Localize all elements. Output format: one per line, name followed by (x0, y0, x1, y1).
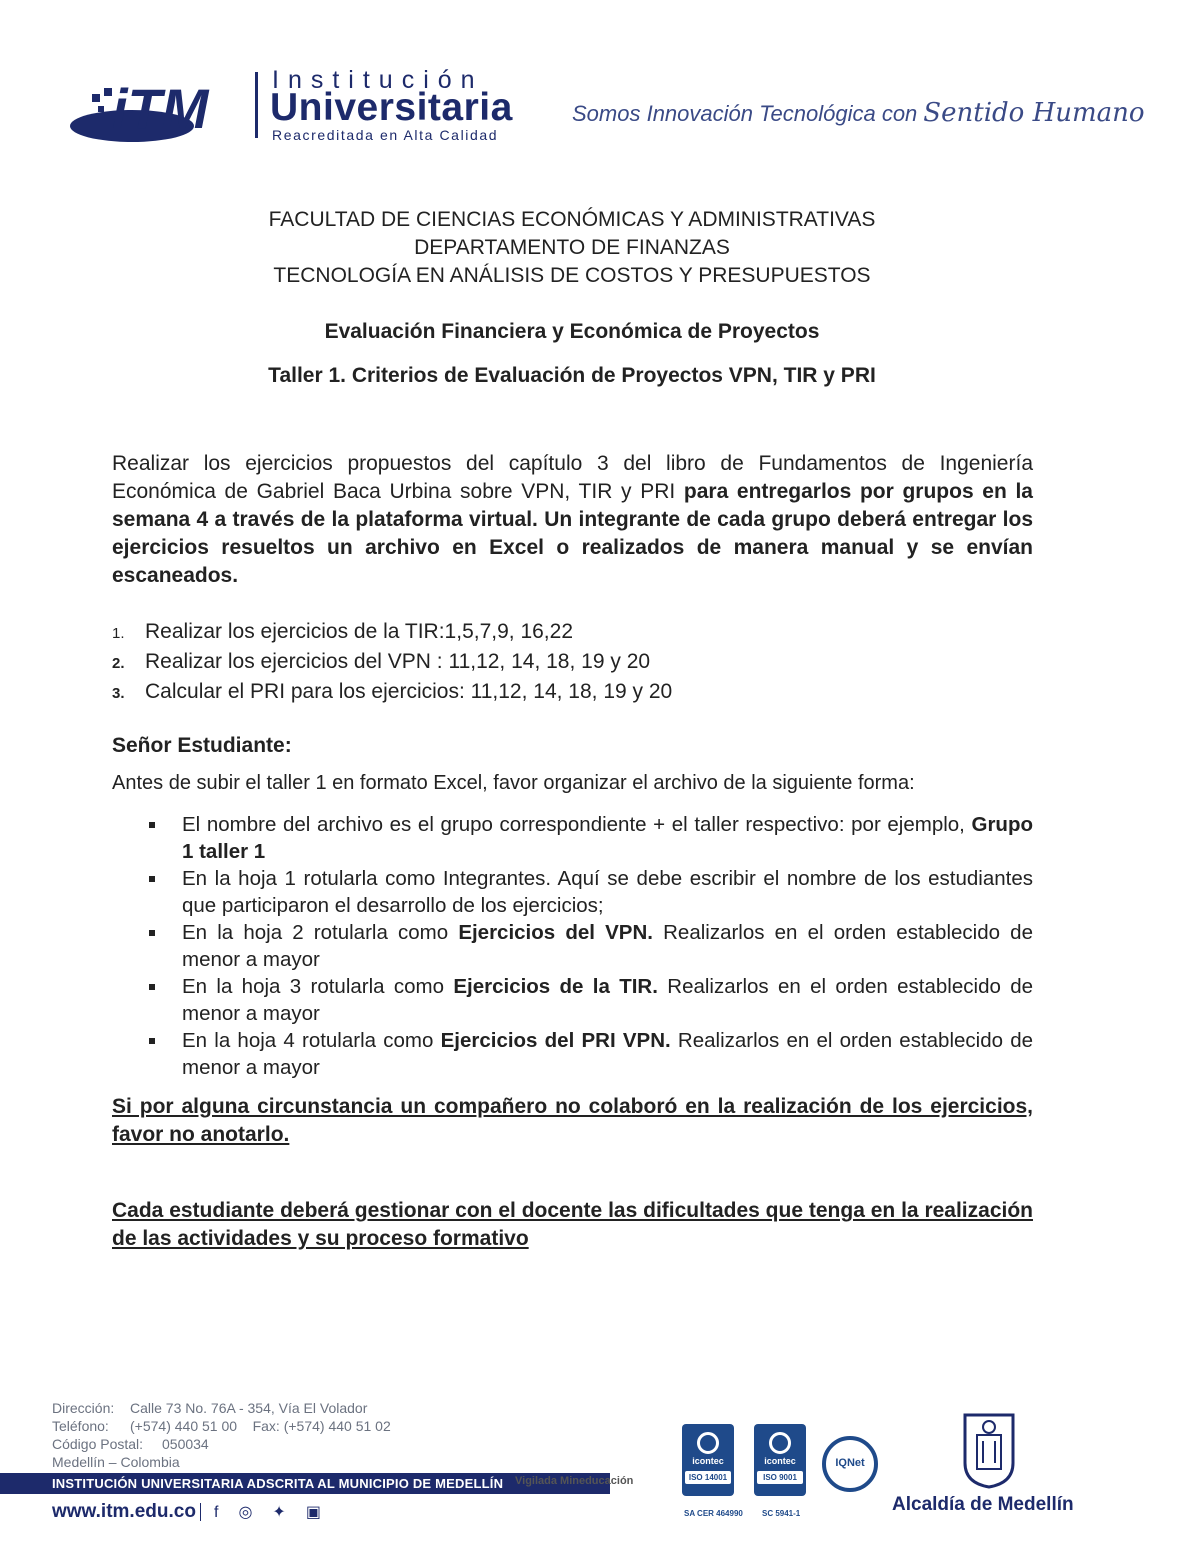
instruction-text: En la hoja 3 rotularla como (182, 975, 454, 998)
youtube-icon[interactable]: ▣ (305, 1504, 341, 1521)
program-heading: TECNOLOGÍA EN ANÁLISIS DE COSTOS Y PRESUPUESTOS (273, 264, 871, 287)
tagline-script: Sentido Humano (923, 98, 1145, 128)
instruction-text: En la hoja 1 rotularla como Integrantes. Aquí se debe escribir el nombre de los estudiantes que participaron el desarrollo de los ejercicios; (182, 867, 1033, 917)
website-link[interactable]: www.itm.edu.co (52, 1501, 196, 1522)
svg-text:iTM: iTM (112, 77, 209, 140)
intro-bold: para entregarlos por grupos en la semana 4 a través de la plataforma virtual. Un integrante de cada grupo deberá entregar los ejercicios resueltos un archivo en Excel o realizados de manera manual y se envían escaneados. (112, 480, 1033, 587)
icontec-9001-badge (754, 1424, 806, 1496)
medellin-crest-icon (961, 1411, 1017, 1489)
fax-value: Fax: (+574) 440 51 02 (252, 1418, 391, 1434)
bullet-icon (149, 984, 155, 990)
iqnet-label: IQNet (835, 1457, 865, 1469)
footer-bar-text: INSTITUCIÓN UNIVERSITARIA ADSCRITA AL MUNICIPIO DE MEDELLÍN (52, 1476, 504, 1491)
footer-address (52, 1399, 391, 1471)
cert-brand: icontec (692, 1456, 724, 1466)
phone-label: Teléfono: (52, 1418, 109, 1434)
task-text: Realizar los ejercicios del VPN : 11,12, 14, 18, 19 y 20 (145, 650, 651, 673)
institution-line1: Institución (272, 66, 484, 94)
faculty-heading: FACULTAD DE CIENCIAS ECONÓMICAS Y ADMINISTRATIVAS (268, 208, 876, 231)
footer-separator (200, 1503, 201, 1521)
intro-paragraph (112, 450, 1033, 590)
intro-normal: Realizar los ejercicios propuestos del capítulo 3 del libro de Fundamentos de Ingeniería Económica de Gabriel Baca Urbina sobre VPN, TIR y PRI (112, 452, 1033, 503)
task-number: 3. (112, 685, 125, 702)
task-list (112, 617, 1033, 707)
instruction-text: En la hoja 2 rotularla como (182, 921, 459, 944)
cert-brand: icontec (764, 1456, 796, 1466)
instruction-bold: Ejercicios del PRI VPN. (440, 1029, 671, 1052)
twitter-icon[interactable]: ✦ (272, 1504, 306, 1521)
tagline (572, 98, 1145, 128)
task-item (112, 617, 1033, 647)
postal-label: Código Postal: (52, 1436, 144, 1452)
iqnet-badge (822, 1436, 878, 1492)
task-number: 2. (112, 655, 125, 672)
instruction-text: En la hoja 4 rotularla como (182, 1029, 441, 1052)
instruction-bold: Ejercicios de la TIR. (453, 975, 658, 998)
cert-code: SA CER 464990 (684, 1509, 743, 1518)
bullet-icon (149, 1038, 155, 1044)
student-intro: Antes de subir el taller 1 en formato Excel, favor organizar el archivo de la siguiente forma: (112, 772, 915, 794)
instruction-text-after: Realizarlos en el orden establecido de menor a mayor (182, 921, 1033, 971)
instruction-list (112, 811, 1033, 1081)
bullet-icon (149, 876, 155, 882)
instruction-bold: Grupo 1 taller 1 (182, 813, 1033, 863)
department-heading: DEPARTAMENTO DE FINANZAS (414, 236, 730, 259)
tagline-text: Somos Innovación Tecnológica con (572, 101, 918, 126)
cert-iso: ISO 14001 (685, 1471, 731, 1484)
postal-value: 050034 (162, 1436, 209, 1452)
workshop-title: Taller 1. Criterios de Evaluación de Proyectos VPN, TIR y PRI (268, 364, 876, 387)
institution-line3: Reacreditada en Alta Calidad (272, 127, 499, 143)
bullet-icon (149, 822, 155, 828)
instruction-bold: Ejercicios del VPN. (458, 921, 653, 944)
city: Medellín – Colombia (52, 1454, 180, 1470)
alcaldia-label: Alcaldía de Medellín (892, 1494, 1074, 1515)
header-divider (255, 72, 258, 138)
instruction-text: El nombre del archivo es el grupo correspondiente + el taller respectivo: por ejemplo, (182, 813, 972, 836)
icontec-14001-badge (682, 1424, 734, 1496)
bullet-icon (149, 930, 155, 936)
instruction-text-after: Realizarlos en el orden establecido de menor a mayor (182, 975, 1033, 1025)
cert-iso: ISO 9001 (757, 1471, 803, 1484)
phone-value: (+574) 440 51 00 (130, 1418, 238, 1434)
instruction-item (112, 1027, 1033, 1081)
facebook-icon[interactable]: f (214, 1504, 239, 1521)
institution-line2: Universitaria (270, 86, 513, 129)
instruction-item (112, 865, 1033, 919)
instruction-item (112, 919, 1033, 973)
note-collaboration: Si por alguna circunstancia un compañero no colaboró en la realización de los ejercicios, favor no anotarlo. (112, 1095, 1033, 1146)
task-number: 1. (112, 625, 125, 642)
vigilado-text: Vigilada Mineducación (515, 1475, 634, 1487)
instruction-item (112, 811, 1033, 865)
instruction-text-after: Realizarlos en el orden establecido de menor a mayor (182, 1029, 1034, 1079)
task-text: Realizar los ejercicios de la TIR:1,5,7,9, 16,22 (145, 620, 573, 643)
instruction-item (112, 973, 1033, 1027)
cert-code: SC 5941-1 (762, 1509, 801, 1518)
task-item (112, 677, 1033, 707)
task-item (112, 647, 1033, 677)
itm-logo (62, 66, 240, 148)
note-difficulties: Cada estudiante deberá gestionar con el docente las dificultades que tenga en la realización de las actividades y su proceso formativo (112, 1199, 1033, 1250)
social-icons (214, 1502, 341, 1522)
address-value: Calle 73 No. 76A - 354, Vía El Volador (130, 1400, 368, 1416)
task-text: Calcular el PRI para los ejercicios: 11,12, 14, 18, 19 y 20 (145, 680, 673, 703)
address-label: Dirección: (52, 1400, 115, 1416)
icontec-logo-icon (697, 1432, 719, 1454)
icontec-logo-icon (769, 1432, 791, 1454)
course-title: Evaluación Financiera y Económica de Proyectos (324, 320, 820, 343)
instagram-icon[interactable]: ◎ (238, 1504, 273, 1521)
student-heading: Señor Estudiante: (112, 734, 292, 757)
